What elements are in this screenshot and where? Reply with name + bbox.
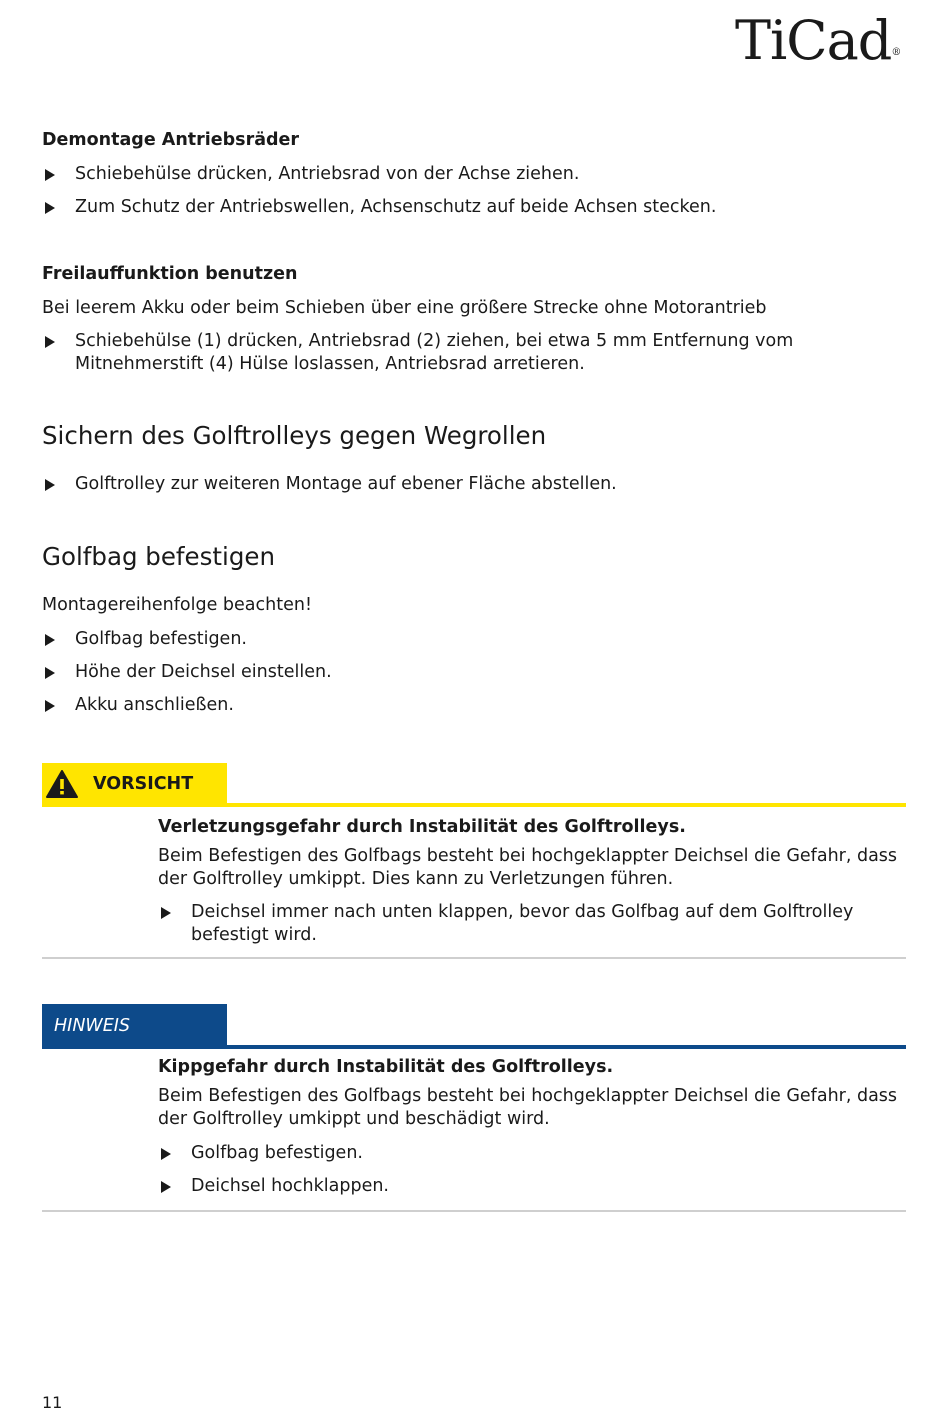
section-intro: Bei leerem Akku oder beim Schieben über eine größere Strecke ohne Motorantrieb xyxy=(42,298,767,318)
bullet-arrow-icon xyxy=(45,336,55,348)
section-intro: Montagereihenfolge beachten! xyxy=(42,595,312,615)
brand-logo: TiCad® xyxy=(735,9,901,72)
bullet-arrow-icon xyxy=(45,634,55,646)
caution-rule xyxy=(42,803,906,807)
section-sichern xyxy=(42,420,912,496)
notice-body xyxy=(158,1056,906,1198)
list-item: Golftrolley zur weiteren Montage auf ebener Fläche abstellen. xyxy=(42,473,912,496)
bullet-arrow-icon xyxy=(161,1148,171,1160)
page-number: 11 xyxy=(42,1393,63,1412)
list-item: Zum Schutz der Antriebswellen, Achsenschutz auf beide Achsen stecken. xyxy=(42,196,912,219)
warning-triangle-icon xyxy=(45,769,79,799)
caution-heading: Verletzungsgefahr durch Instabilität des Golftrolleys. xyxy=(158,817,686,837)
caution-box xyxy=(42,763,906,960)
section-title: Demontage Antriebsräder xyxy=(42,130,300,150)
notice-label: HINWEIS xyxy=(42,1004,227,1048)
list-item: Schiebehülse (1) drücken, Antriebsrad (2) ziehen, bei etwa 5 mm Entfernung vom Mitnehmerstift (4) Hülse loslassen, Antriebsrad arretieren. xyxy=(42,330,865,376)
bullet-arrow-icon xyxy=(45,202,55,214)
notice-heading: Kippgefahr durch Instabilität des Golftrolleys. xyxy=(158,1057,614,1077)
section-title: Golfbag befestigen xyxy=(42,542,275,571)
divider xyxy=(42,1210,906,1212)
bullet-arrow-icon xyxy=(45,479,55,491)
bullet-arrow-icon xyxy=(45,700,55,712)
section-golfbag xyxy=(42,541,912,717)
bullet-arrow-icon xyxy=(161,907,171,919)
divider xyxy=(42,957,906,959)
section-demontage xyxy=(42,128,912,219)
notice-rule xyxy=(42,1045,906,1049)
caution-text: Beim Befestigen des Golfbags besteht bei hochgeklappter Deichsel die Gefahr, dass der Golftrolley umkippt. Dies kann zu Verletzungen führen. xyxy=(158,846,898,889)
list-item: Golfbag befestigen. xyxy=(158,1142,906,1165)
list-item: Schiebehülse drücken, Antriebsrad von der Achse ziehen. xyxy=(42,163,912,186)
notice-box xyxy=(42,1004,906,1213)
list-item: Golfbag befestigen. xyxy=(42,628,912,651)
section-title: Freilauffunktion benutzen xyxy=(42,264,298,284)
bullet-arrow-icon xyxy=(45,667,55,679)
list-item: Deichsel hochklappen. xyxy=(158,1175,906,1198)
notice-text: Beim Befestigen des Golfbags besteht bei hochgeklappter Deichsel die Gefahr, dass der Golftrolley umkippt und beschädigt wird. xyxy=(158,1086,898,1129)
list-item: Akku anschließen. xyxy=(42,694,912,717)
section-title: Sichern des Golftrolleys gegen Wegrollen xyxy=(42,421,547,450)
bullet-arrow-icon xyxy=(45,169,55,181)
caution-label: VORSICHT xyxy=(42,763,227,805)
list-item: Höhe der Deichsel einstellen. xyxy=(42,661,912,684)
section-freilauf xyxy=(42,262,912,376)
caution-body xyxy=(158,816,906,947)
bullet-arrow-icon xyxy=(161,1181,171,1193)
list-item: Deichsel immer nach unten klappen, bevor das Golfbag auf dem Golftrolley befestigt wird. xyxy=(158,901,906,947)
